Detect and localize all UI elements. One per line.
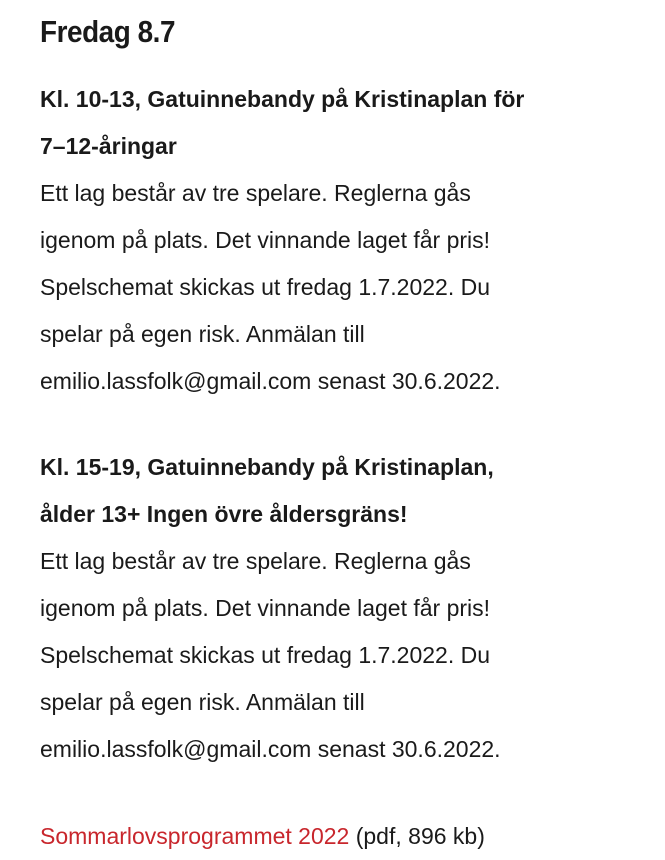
event-description-line: spelar på egen risk. Anmälan till [40, 321, 365, 347]
page-title: Fredag 8.7 [40, 14, 176, 49]
event-item [40, 444, 645, 773]
event-item [40, 76, 645, 405]
program-pdf-link[interactable]: Sommarlovsprogrammet 2022 [40, 823, 350, 849]
event-heading-line: Kl. 10-13, Gatuinnebandy på Kristinaplan för [40, 86, 525, 112]
event-heading [40, 444, 645, 538]
event-description-line: emilio.lassfolk@gmail.com senast 30.6.2022. [40, 736, 501, 762]
download-row [40, 813, 645, 860]
file-info: (pdf, 896 kb) [349, 823, 485, 849]
event-description-line: Spelschemat skickas ut fredag 1.7.2022. Du [40, 642, 491, 668]
event-description-line: igenom på plats. Det vinnande laget får pris! [40, 227, 491, 253]
event-description [40, 538, 645, 773]
event-description-line: Ett lag består av tre spelare. Reglerna gås [40, 548, 471, 574]
event-description-line: Spelschemat skickas ut fredag 1.7.2022. Du [40, 274, 491, 300]
event-description [40, 170, 645, 405]
event-description-line: spelar på egen risk. Anmälan till [40, 689, 365, 715]
event-heading-line: 7–12-åringar [40, 133, 177, 159]
event-description-line: igenom på plats. Det vinnande laget får pris! [40, 595, 491, 621]
event-description-line: Ett lag består av tre spelare. Reglerna gås [40, 180, 471, 206]
event-heading-line: ålder 13+ Ingen övre åldersgräns! [40, 501, 408, 527]
event-description-line: emilio.lassfolk@gmail.com senast 30.6.2022. [40, 368, 501, 394]
event-heading [40, 76, 645, 170]
event-heading-line: Kl. 15-19, Gatuinnebandy på Kristinaplan, [40, 454, 494, 480]
